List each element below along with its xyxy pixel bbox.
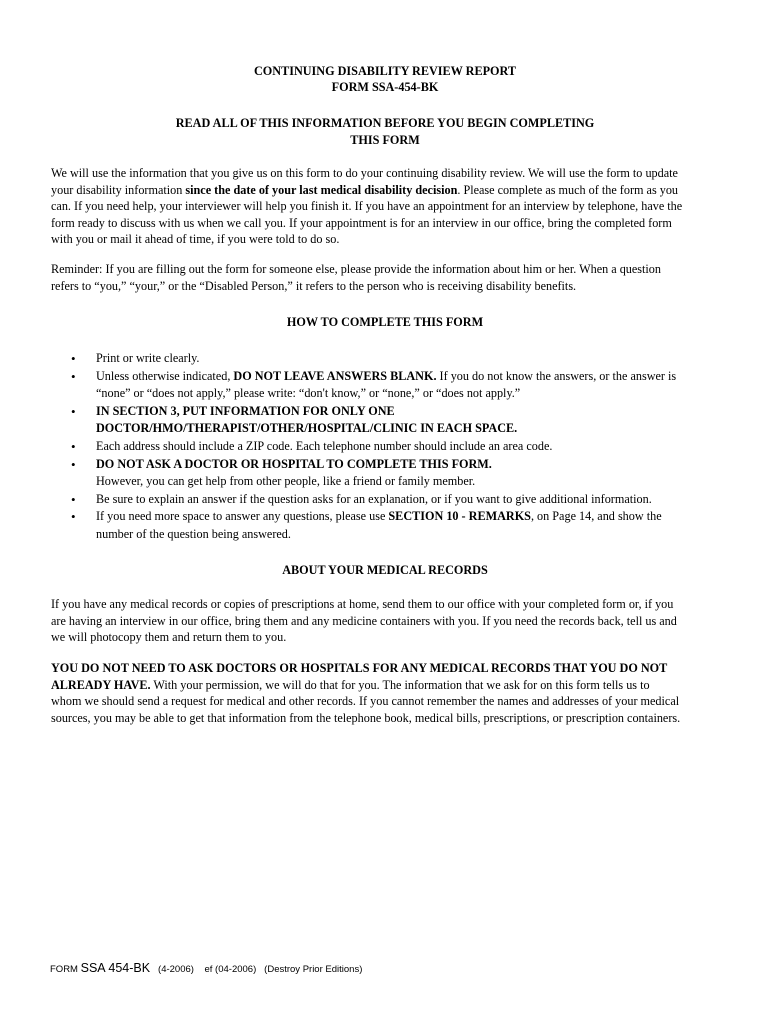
read-line-1: READ ALL OF THIS INFORMATION BEFORE YOU BEGIN COMPLETING xyxy=(175,116,595,130)
bullet-text: Each address should include a ZIP code. Each telephone number should include an area code. xyxy=(96,438,553,453)
footer-form-number: SSA 454-BK xyxy=(80,961,151,975)
intro-text-1: We will use the information that you give us on this form to do your continuing disability review. We will use the form to update your disability information xyxy=(51,166,678,197)
reminder-paragraph: Reminder: If you are filling out the form for someone else, please provide the information about him or her. When a question refers to “you,” “your,” or the “Disabled Person,” it refers to the person who is receiving disability benefits. xyxy=(51,262,661,293)
bullet-text: Unless otherwise indicated, xyxy=(96,368,234,383)
bullet-text: However, you can get help from other people, like a friend or family member. xyxy=(96,474,476,489)
bullet-text: , on Page 14, and show the number of the question being answered. xyxy=(96,509,662,541)
records-paragraph-1: If you have any medical records or copies of prescriptions at home, send them to our office with your completed form or, if you are having an interview in our office, bring them and any medicine containers with you. If you need the records back, tell us and we will photocopy them and return them to you. xyxy=(51,597,677,644)
list-item xyxy=(51,438,691,456)
bullet-text: If you need more space to answer any questions, please use xyxy=(96,509,389,524)
form-footer xyxy=(50,961,362,975)
list-item xyxy=(51,403,691,438)
intro-paragraph xyxy=(51,165,683,248)
title-line-1: CONTINUING DISABILITY REVIEW REPORT xyxy=(254,64,516,78)
bullet-bold-text: SECTION 10 - REMARKS xyxy=(388,509,531,524)
form-title xyxy=(0,63,770,95)
intro-bold-text: since the date of your last medical disability decision xyxy=(185,182,458,197)
bullet-text: If you do not know the answers, or the answer is “none” or “does not apply,” please write: “don't know,” or “none,” or “does not apply.” xyxy=(96,368,677,401)
instruction-list xyxy=(51,350,691,544)
records-text: With your permission, we will do that for you. The information that we ask for on this form tells us to whom we should send a request for medical and other records. If you cannot remember the names and addresses of your medical sources, you may be able to get that information from the telephone book, medical bills, prescriptions, or prescription containers. xyxy=(51,677,681,725)
title-line-2: FORM SSA-454-BK xyxy=(331,80,439,94)
intro-text-2: . Please complete as much of the form as you can. If you need help, your interviewer will help you finish it. If you have an appointment for an interview by telephone, have the form ready to discuss with us when we call you. If your appointment is for an interview in our office, bring the completed form with you or mail it ahead of time, if you were told to do so. xyxy=(51,182,683,246)
list-item xyxy=(51,456,691,491)
bullet-bold-text: DO NOT LEAVE ANSWERS BLANK. xyxy=(233,368,437,383)
list-item xyxy=(51,508,691,543)
read-instruction-heading xyxy=(0,115,770,149)
bullet-bold-text: IN SECTION 3, PUT INFORMATION FOR ONLY ONE DOCTOR/HMO/THERAPIST/OTHER/HOSPITAL/CLINIC IN EACH SPACE. xyxy=(96,403,518,436)
bullet-text: Print or write clearly. xyxy=(96,351,200,365)
bullet-bold-text: DO NOT ASK A DOCTOR OR HOSPITAL TO COMPLETE THIS FORM. xyxy=(96,456,492,471)
footer-edition: (4-2006) ef (04-2006) (Destroy Prior Editions) xyxy=(150,964,363,975)
records-bold-text: YOU DO NOT NEED TO ASK DOCTORS OR HOSPITALS FOR ANY MEDICAL RECORDS THAT YOU DO NOT ALREADY HAVE. xyxy=(51,661,668,692)
read-line-2: THIS FORM xyxy=(350,133,420,147)
list-item xyxy=(51,491,691,509)
records-paragraph-2 xyxy=(51,660,683,726)
how-to-complete-heading: HOW TO COMPLETE THIS FORM xyxy=(286,315,484,329)
bullet-text: Be sure to explain an answer if the question asks for an explanation, or if you want to give additional information. xyxy=(96,491,652,506)
list-item xyxy=(51,350,691,368)
footer-prefix: FORM xyxy=(50,964,81,975)
list-item xyxy=(51,368,691,403)
medical-records-heading: ABOUT YOUR MEDICAL RECORDS xyxy=(282,563,488,577)
